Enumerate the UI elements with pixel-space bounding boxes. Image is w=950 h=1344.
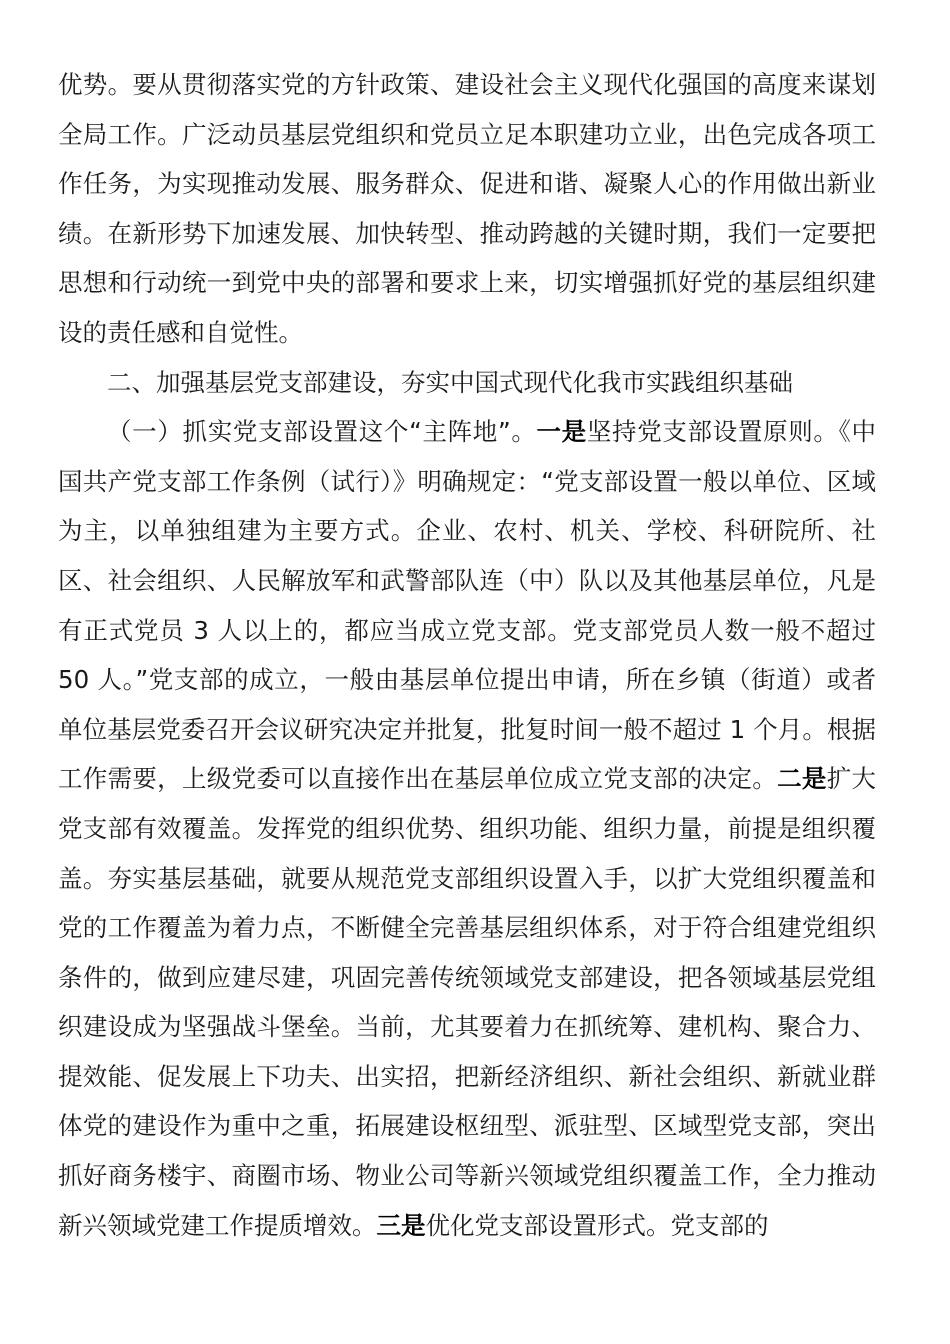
point-label-2: 二是 [777,764,827,794]
paragraph-2 [58,407,876,1250]
document-page [58,60,876,1250]
point-text-2: 扩大党支部有效覆盖。发挥党的组织优势、组织功能、组织力量，前提是组织覆盖。夯实基层基础，就要从规范党支部组织设置入手，以扩大党组织覆盖和党的工作覆盖为着力点，不断健全完善基层组织体系，对于符合组建党组织条件的，做到应建尽建，巩固完善传统领域党支部建设，把各领域基层党组织建设成为坚强战斗堡垒。当前，尤其要着力在抓统筹、建机构、聚合力、提效能、促发展上下功夫、出实招，把新经济组织、新社会组织、新就业群体党的建设作为重中之重，拓展建设枢纽型、派驻型、区域型党支部，突出抓好商务楼宇、商圈市场、物业公司等新兴领域党组织覆盖工作，全力推动新兴领域党建工作提质增效。 [58,764,876,1240]
point-label-3: 三是 [376,1210,426,1240]
subheading: （一）抓实党支部设置这个“主阵地”。 [107,417,537,447]
point-text-1: 坚持党支部设置原则。《中国共产党支部工作条例（试行）》明确规定：“党支部设置一般以单位、区域为主，以单独组建为主要方式。企业、农村、机关、学校、科研院所、社区、社会组织、人民解放军和武警部队连（中）队以及其他基层单位，凡是有正式党员 3 人以上的，都应当成立党支部。党支部党员人数一般不超过 50 人。”党支部的成立，一般由基层单位提出申请，所在乡镇（街道）或者单位基层党委召开会议研究决定并批复，批复时间一般不超过 1 个月。根据工作需要，上级党委可以直接作出在基层单位成立党支部的决定。 [58,417,877,794]
paragraph-1: 优势。要从贯彻落实党的方针政策、建设社会主义现代化强国的高度来谋划全局工作。广泛动员基层党组织和党员立足本职建功立业，出色完成各项工作任务，为实现推动发展、服务群众、促进和谐、凝聚人心的作用做出新业绩。在新形势下加速发展、加快转型、推动跨越的关键时期，我们一定要把思想和行动统一到党中央的部署和要求上来，切实增强抓好党的基层组织建设的责任感和自觉性。 [58,70,876,347]
point-label-1: 一是 [536,417,587,447]
point-text-3: 优化党支部设置形式。党支部的 [425,1210,769,1240]
section-heading: 二、加强基层党支部建设，夯实中国式现代化我市实践组织基础 [107,367,793,397]
